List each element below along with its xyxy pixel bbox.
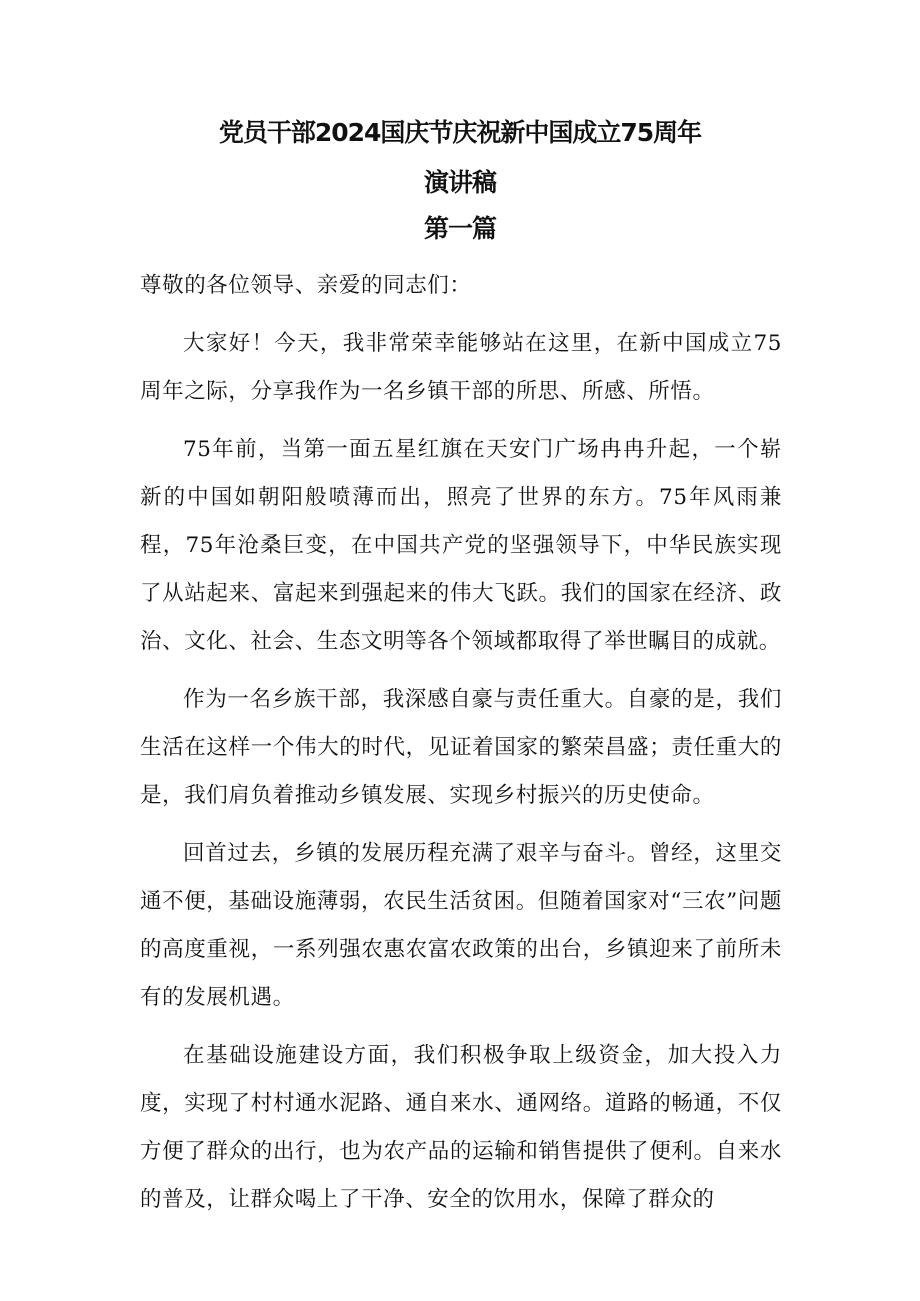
salutation: 尊敬的各位领导、亲爱的同志们： bbox=[140, 273, 472, 298]
paragraph: 回首过去，乡镇的发展历程充满了艰辛与奋斗。曾经，这里交通不便，基础设施薄弱，农民生活贫困。但随着国家对“三农”问题的高度重视，一系列强农惠农富农政策的出台，乡镇迎来了前所未有的发展机遇。 bbox=[140, 841, 782, 1010]
paragraph: 在基础设施建设方面，我们积极争取上级资金，加大投入力度，实现了村村通水泥路、通自来水、通网络。道路的畅通，不仅方便了群众的出行，也为农产品的运输和销售提供了便利。自来水的普及，让群众喝上了干净、安全的饮用水，保障了群众的 bbox=[140, 1043, 782, 1212]
document-title-line1: 党员干部2024国庆节庆祝新中国成立75周年 bbox=[218, 118, 702, 147]
document-title-line2: 演讲稿 bbox=[423, 168, 496, 197]
paragraph: 大家好！今天，我非常荣幸能够站在这里，在新中国成立75周年之际，分享我作为一名乡镇干部的所思、所感、所悟。 bbox=[140, 331, 782, 404]
section-heading: 第一篇 bbox=[423, 214, 496, 243]
paragraph: 作为一名乡族干部，我深感自豪与责任重大。自豪的是，我们生活在这样一个伟大的时代，见证着国家的繁荣昌盛；责任重大的是，我们肩负着推动乡镇发展、实现乡村振兴的历史使命。 bbox=[140, 687, 782, 808]
paragraph: 75年前，当第一面五星红旗在天安门广场冉冉升起，一个崭新的中国如朝阳般喷薄而出，照亮了世界的东方。75年风雨兼程，75年沧桑巨变，在中国共产党的坚强领导下，中华民族实现了从站起来、富起来到强起来的伟大飞跃。我们的国家在经济、政治、文化、社会、生态文明等各个领域都取得了举世瞩目的成就。 bbox=[140, 437, 782, 654]
document-body bbox=[140, 262, 782, 1224]
